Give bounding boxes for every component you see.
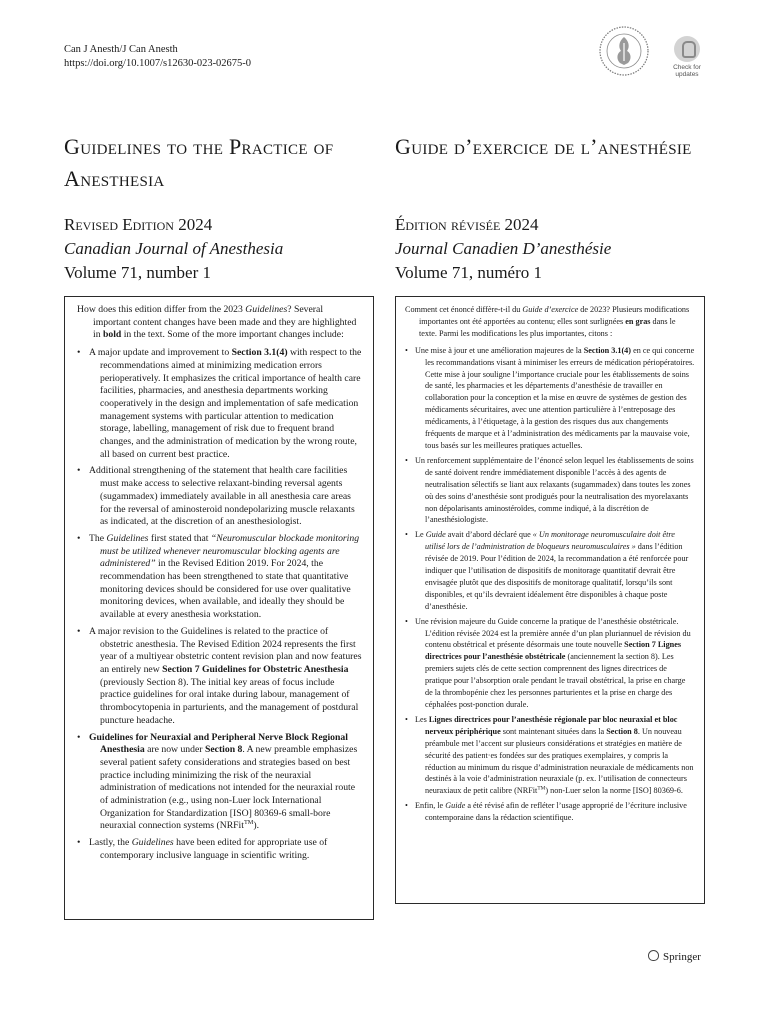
list-item: • A major revision to the Guidelines is related to the practice of obstetric anesthesia. The Revised Edition 2024 represents the first year of a multiyear obstetric content revision plan and now features an entirely new Section 7 Guidelines for Obstetric Anesthesia (previously Section 8). The initial key areas of focus include practice guidelines for oral intake during labour, management of thrombocytopenia in parturients, and the management of postdural puncture headache. (77, 625, 362, 726)
edition-block-french (395, 213, 611, 285)
list-item: • Lastly, the Guidelines have been edited for appropriate use of contemporary inclusive language in scientific writing. (77, 837, 328, 861)
edition-block-english (64, 213, 283, 285)
article-header (64, 43, 251, 71)
volume-french: Volume 71, numéro 1 (395, 263, 543, 282)
edition-french: Édition révisée 2024 (395, 215, 539, 234)
title-english: Guidelines to the Practice of Anesthesia (64, 134, 334, 191)
list-item: • Enfin, le Guide a été révisé afin de refléter l’usage approprié de l’écriture inclusive contemporaine dans la rédaction scientifique. (405, 801, 687, 823)
list-item: • Le Guide avait d’abord déclaré que « Un monitorage neuromusculaire doit être utilisé lors de l’administration de bloqueurs neuromusculaires » dans l’édition révisée de 2019. Pour l’édition de 2024, la recommandation a été renforcée pour indiquer que l’utilisation de dispositifs de monitorage quantitatif devrait être envisagée plutôt que des dispositifs de monitorage qualitatif, lorsqu’ils sont disponibles, et qu’ils devraient idéalement être disponibles à chaque poste d’anesthésie. (405, 530, 689, 611)
changes-box-french (395, 296, 705, 904)
check-updates-label: Check for updates (673, 64, 701, 78)
title-french: Guide d’exercice de l’anesthésie (395, 134, 692, 159)
doi-link[interactable]: https://doi.org/10.1007/s12630-023-02675-0 (64, 58, 252, 69)
springer-horse-icon (648, 950, 659, 961)
list-item: • Guidelines for Neuraxial and Peripheral Nerve Block Regional Anesthesia are now under Section 8. A new preamble emphasizes several patient safety considerations and strategies based on best practice including minimizing the risk of the neuraxial administration of medications not intended for the neuraxial route of administration (e.g., using non-Luer lock International Organization for Standardization [ISO] 80369-6 small-bore neuraxial connection systems (NRFit™). (77, 731, 358, 832)
journal-name-french: Journal Canadien D’anesthésie (395, 239, 612, 258)
publisher-name: Springer (663, 951, 701, 963)
check-for-updates-badge[interactable] (668, 36, 706, 78)
intro-french: Comment cet énoncé diffère-t-il du Guide d’exercice de 2023? Plusieurs modifications importantes ont été apportées au contenu; elles sont surlignées en gras dans le texte. Parmi les modifications les plus importantes, citons : (405, 305, 690, 338)
bookmark-icon (674, 36, 700, 62)
volume-english: Volume 71, number 1 (64, 263, 212, 282)
list-item: • Les Lignes directrices pour l’anesthésie régionale par bloc neuraxial et bloc nerveux périphérique sont maintenant situées dans la Section 8. Un nouveau préambule met l’accent sur plusieurs considérations et stratégies en matière de sécurité des patient·es fondées sur des pratiques exemplaires, y compris la réduction au minimum du risque d’administration neuraxiale de médicaments non destinés à la voie d’administration neuraxiale (p. ex. l’utilisation de connecteurs neuraxiaux de petit calibre (NRFit™) non-Luer selon la norme [ISO] 80369-6. (405, 714, 694, 796)
changes-box-english (64, 296, 374, 920)
society-seal-icon (598, 25, 650, 77)
edition-english: Revised Edition 2024 (64, 215, 213, 234)
list-item: • The Guidelines first stated that “Neuromuscular blockade monitoring must be utilized whenever neuromuscular blocking agents are administered” in the Revised Edition 2019. For 2024, the recommendation has been strengthened to state that quantitative monitoring devices should be considered for use over qualitative monitoring devices, when available, and ideally they should be available at every anesthesia workstation. (77, 532, 360, 621)
journal-name-english: Canadian Journal of Anesthesia (64, 239, 284, 258)
intro-english: How does this edition differ from the 2023 Guidelines? Several important content changes have been made and they are highlighted in bold in the text. Some of the more important changes include: (77, 304, 357, 341)
list-item: • A major update and improvement to Section 3.1(4) with respect to the recommendations aimed at minimizing medication errors perioperatively. It emphasizes the critical importance of health care facilities, pharmacies, and anesthesia departments working cooperatively in the design and implementation of safe medication management systems with particular attention to medication storage, labelling, management of risk due to frequent brand changes, and the administration of medication by the wrong route, all based on current best practice. (77, 347, 362, 460)
list-item: • Un renforcement supplémentaire de l’énoncé selon lequel les établissements de soins de santé doivent rendre immédiatement disponible l’accès à des agents de neutralisation sélectifs se liant aux relaxants (sugammadex) dans toutes les zones où des soins d’anesthésie sont prodigués pour la neutralisation des myorelaxants non dépolarisants aminostéroïdes, comme indiqué, à la discrétion de l’anesthésiologiste. (405, 455, 694, 525)
journal-abbrev: Can J Anesth/J Can Anesth (64, 44, 178, 55)
list-item: • Une mise à jour et une amélioration majeures de la Section 3.1(4) en ce qui concerne les recommandations visant à minimiser les erreurs de médication périopératoires. Cette mise à jour souligne l’importance cruciale pour les établissements de soins de santé, les pharmacies et les départements d’anesthésie de travailler en collaboration pour la conception et la mise en œuvre de systèmes de gestion des médicaments sécuritaires, avec une attention particulière à l’entreposage des médicaments, à l’étiquetage, à la gestion des risques dus aux changements fréquents de marque et à l’administration des médicaments par la mauvaise voie, tous basés sur les meilleures pratiques actuelles. (405, 345, 695, 450)
list-item: • Une révision majeure du Guide concerne la pratique de l’anesthésie obstétricale. L’édition révisée 2024 est la première année d’un plan pluriannuel de révision du contenu obstétrical et présente désormais une toute nouvelle Section 7 Lignes directrices pour l’anesthésie obstétricale (anciennement la section 8). Les premiers sujets clés de cette section comprennent des lignes directrices de pratique pour l’absorption orale pendant le travail obstétrical, la prise en charge de la thrombopénie chez les personnes parturientes et la prise en charge des céphalées post-ponction durale. (405, 616, 691, 709)
list-item: • Additional strengthening of the statement that health care facilities must make access to selective relaxant-binding reversal agents (sugammadex) immediately available in all anesthesia care areas for the reversal of aminosteroid nondepolarizing muscle relaxants as indicated, at the discretion of an anesthesiologist. (77, 465, 355, 528)
publisher-logo (648, 950, 701, 964)
